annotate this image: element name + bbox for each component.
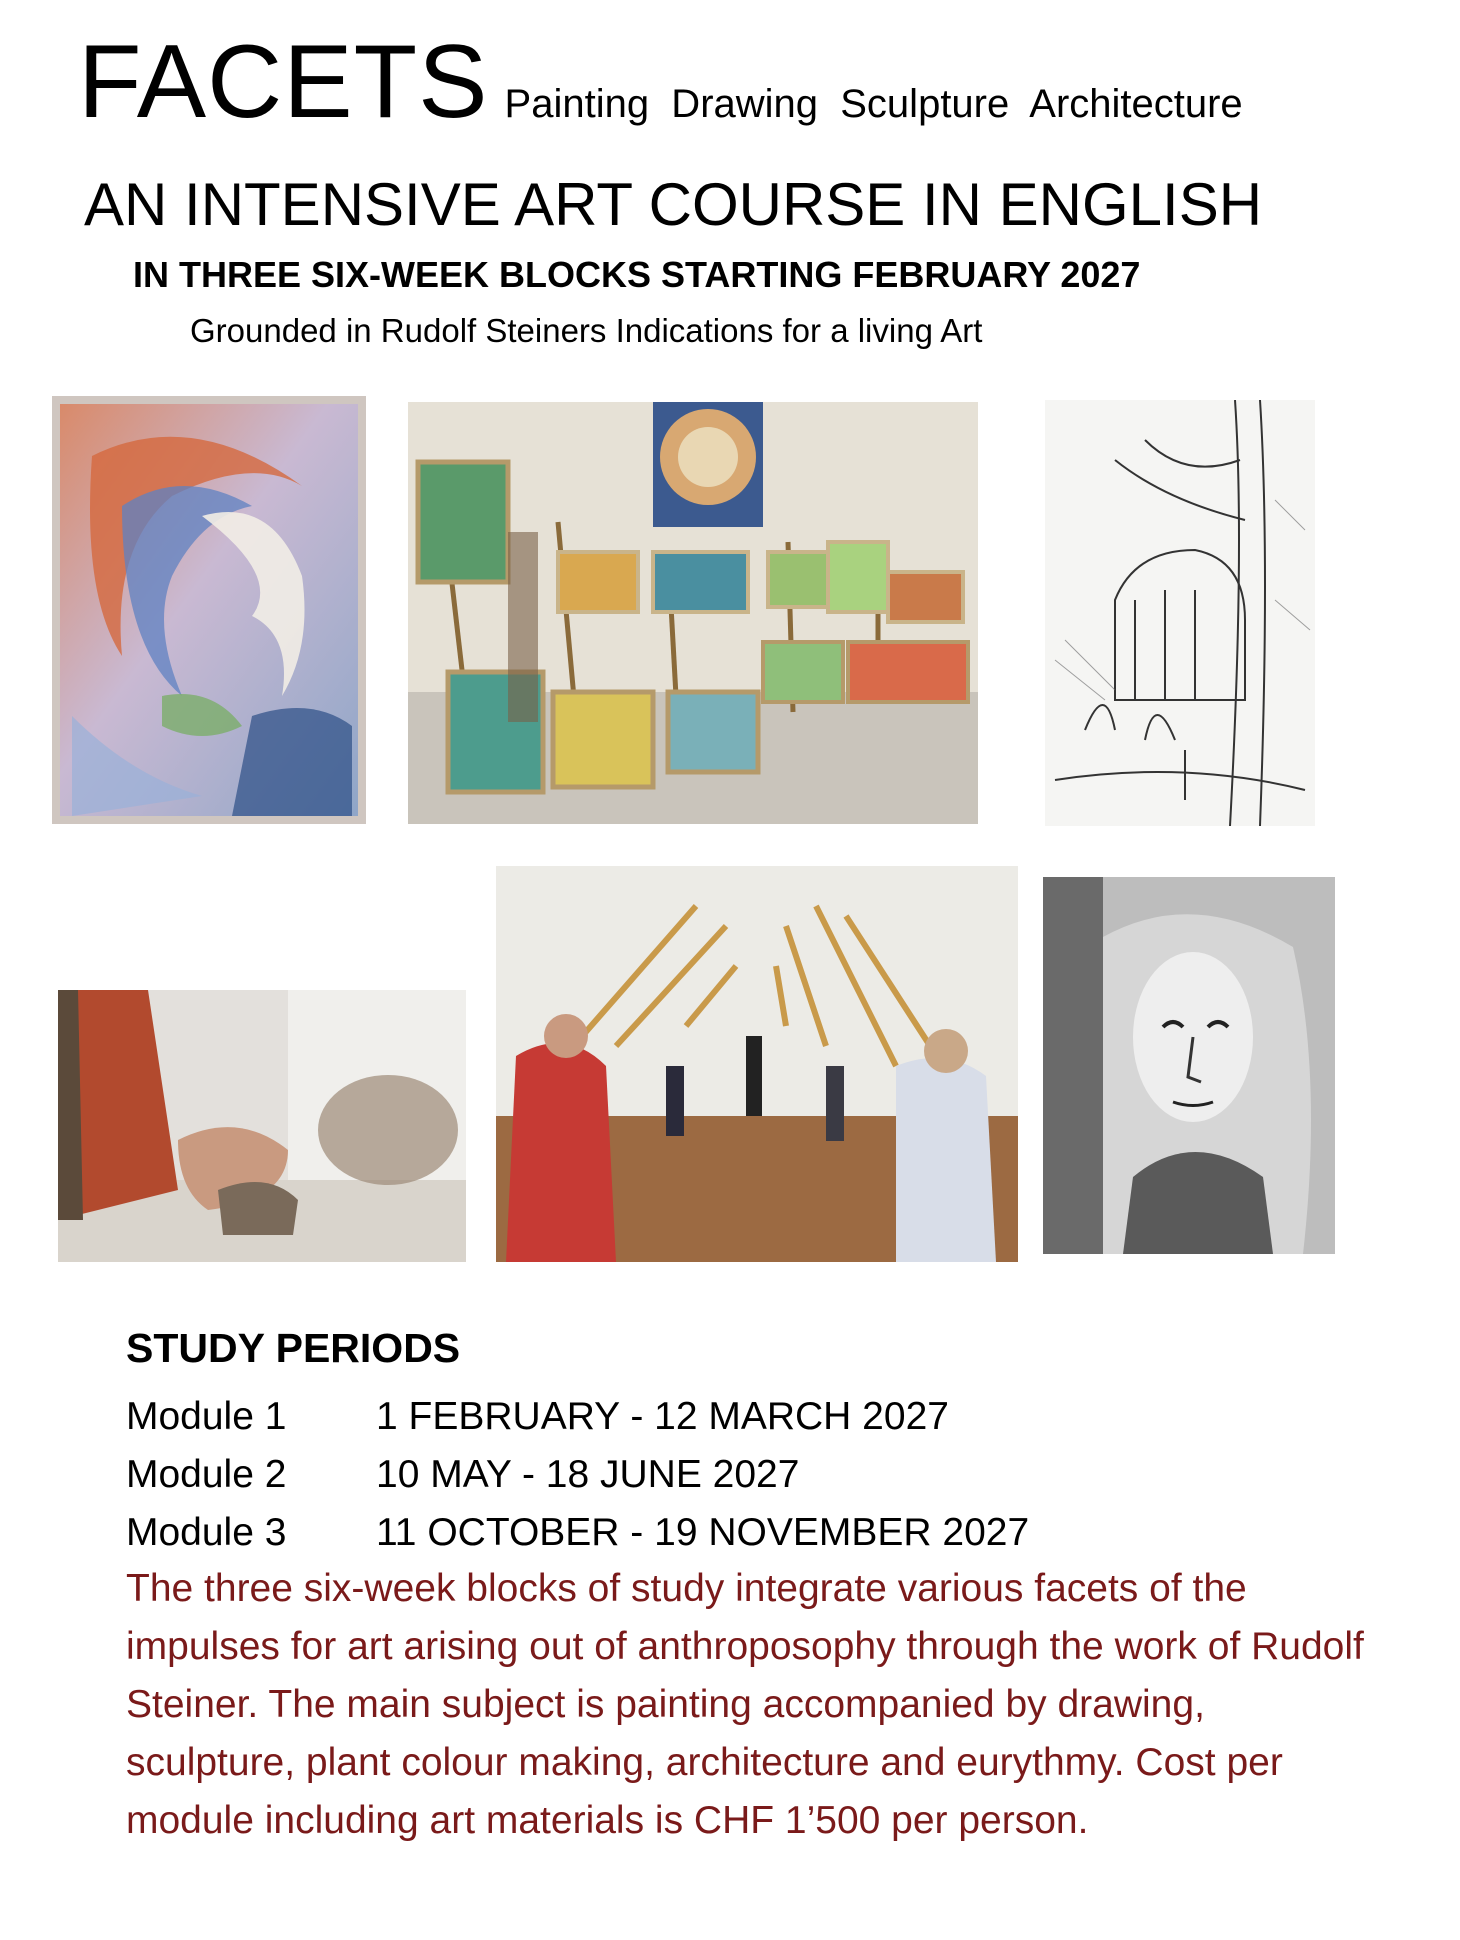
modules-list [126,1388,1029,1562]
course-subtitle: AN INTENSIVE ART COURSE IN ENGLISH [84,171,1263,238]
header-title-row [78,24,1243,140]
module-name: Module 1 [126,1395,287,1438]
page-title: FACETS [78,24,489,140]
studio-easels-paintings [408,402,978,824]
blocks-line: IN THREE SIX-WEEK BLOCKS STARTING FEBRUARY 2027 [133,254,1141,295]
charcoal-portrait-drawing [1043,877,1335,1254]
module-name: Module 2 [126,1453,287,1496]
module-row [126,1504,1029,1562]
pastel-portrait-painting [52,396,366,824]
eurythmy-rods-circle [496,866,1018,1262]
module-row [126,1388,1029,1446]
tagline: Grounded in Rudolf Steiners Indications for a living Art [190,312,983,349]
pencil-drawing-building-trees [1045,400,1315,826]
module-dates: 1 FEBRUARY - 12 MARCH 2027 [376,1395,949,1438]
course-description: The three six-week blocks of study integrate various facets of the impulses for art arising out of anthroposophy through the work of Rudolf Steiner. The main subject is painting accompanied by drawing, sculpture, plant colour making, architecture and eurythmy. Cost per module including art materials is CHF 1’500 per person. [126,1567,1364,1842]
disciplines-list: Painting Drawing Sculpture Architecture [504,82,1243,126]
hands-clay-sculpting [58,990,466,1262]
module-dates: 11 OCTOBER - 19 NOVEMBER 2027 [376,1511,1030,1554]
module-dates: 10 MAY - 18 JUNE 2027 [376,1453,800,1496]
module-name: Module 3 [126,1511,287,1554]
study-periods-heading: STUDY PERIODS [126,1325,461,1371]
module-row [126,1446,1029,1504]
